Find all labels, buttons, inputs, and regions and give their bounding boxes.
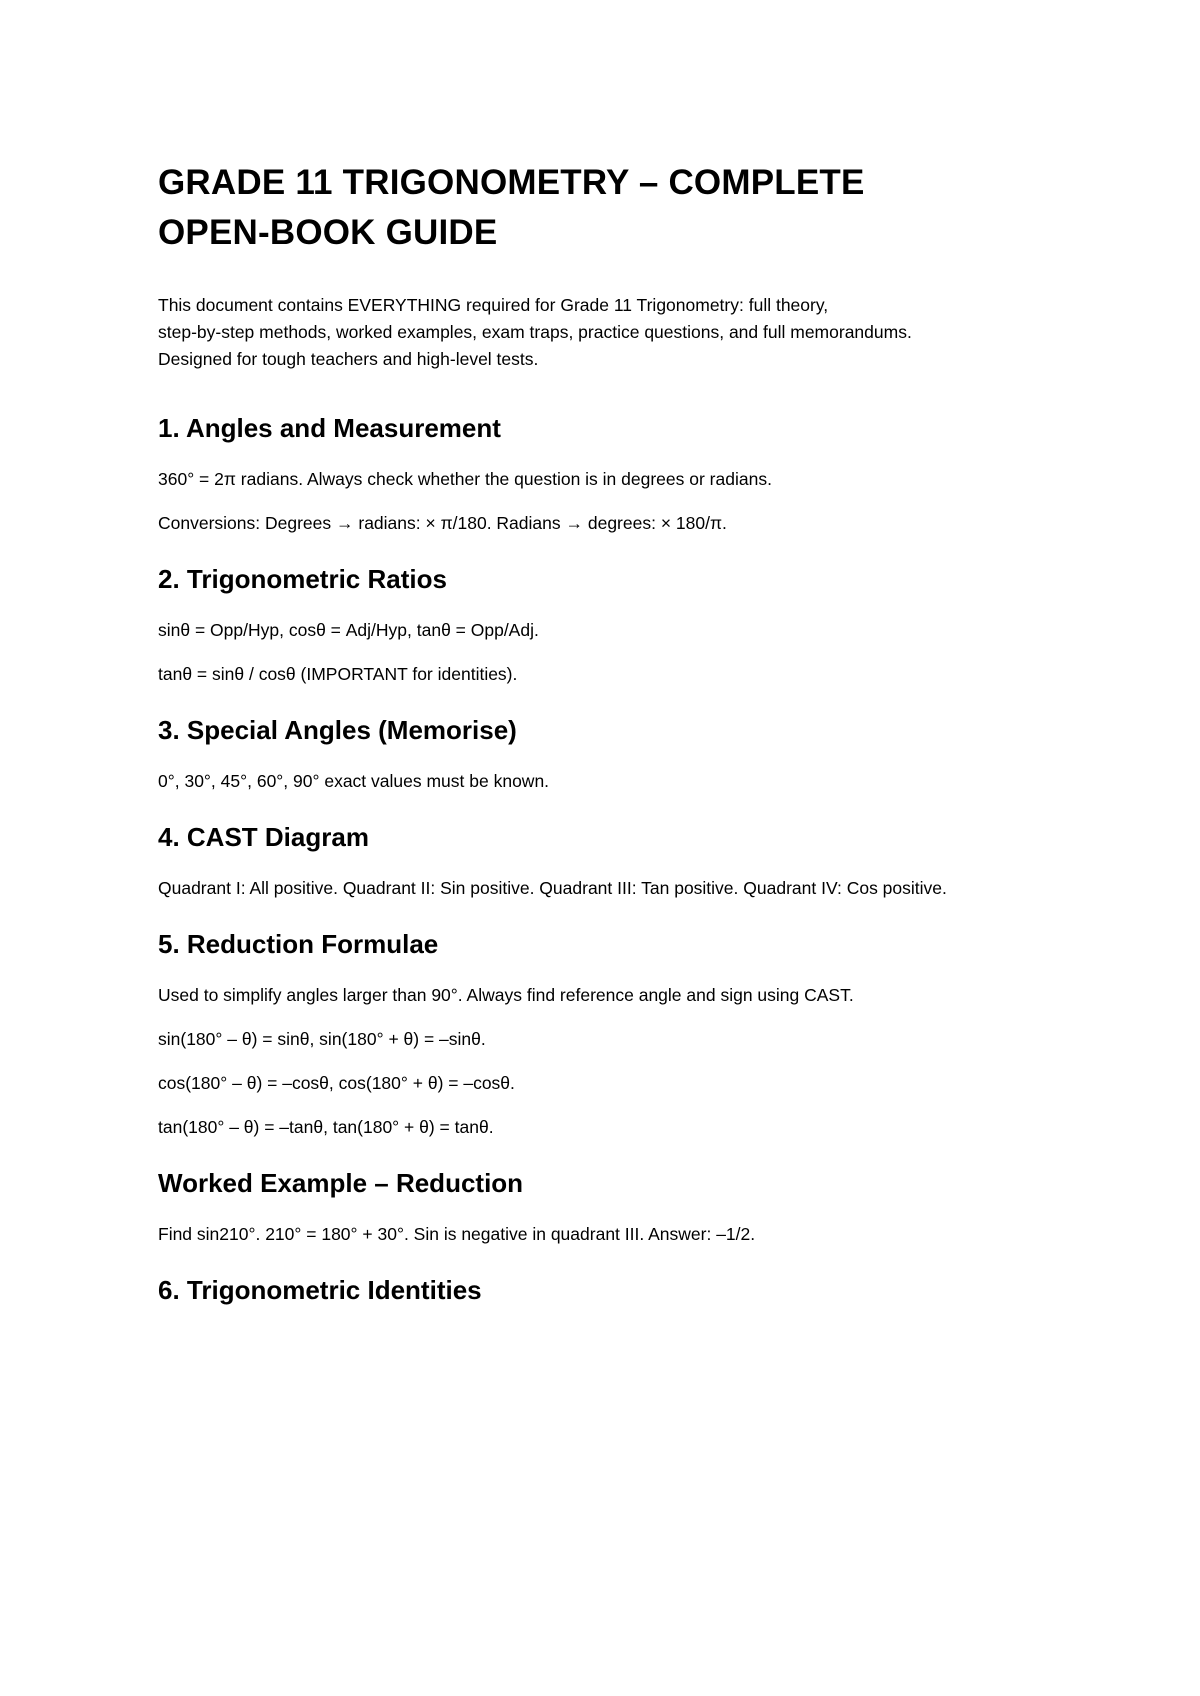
document-title-line-1: GRADE 11 TRIGONOMETRY – COMPLETE xyxy=(158,163,865,202)
intro-line-1: This document contains EVERYTHING required for Grade 11 Trigonometry: full theory, xyxy=(158,295,829,315)
section-heading: 1. Angles and Measurement xyxy=(158,413,501,443)
section-heading: 3. Special Angles (Memorise) xyxy=(158,715,517,745)
section-worked-example xyxy=(158,1168,1058,1247)
section-trigonometric-identities xyxy=(158,1275,1058,1305)
paragraph: tanθ = sinθ / cosθ (IMPORTANT for identities). xyxy=(158,664,518,684)
intro-line-2: step-by-step methods, worked examples, exam traps, practice questions, and full memorandums. xyxy=(158,322,912,342)
section-heading: 4. CAST Diagram xyxy=(158,822,369,852)
paragraph: Used to simplify angles larger than 90°. Always find reference angle and sign using CAST. xyxy=(158,985,854,1005)
intro-line-3: Designed for tough teachers and high-level tests. xyxy=(158,349,539,369)
paragraph: sinθ = Opp/Hyp, cosθ = Adj/Hyp, tanθ = Opp/Adj. xyxy=(158,620,539,640)
paragraph: Find sin210°. 210° = 180° + 30°. Sin is negative in quadrant III. Answer: –1/2. xyxy=(158,1224,756,1244)
section-trigonometric-ratios xyxy=(158,564,1058,687)
paragraph: sin(180° – θ) = sinθ, sin(180° + θ) = –sinθ. xyxy=(158,1029,486,1049)
section-angles-measurement xyxy=(158,413,1058,536)
paragraph: tan(180° – θ) = –tanθ, tan(180° + θ) = tanθ. xyxy=(158,1117,494,1137)
section-reduction-formulae xyxy=(158,929,1058,1140)
section-special-angles xyxy=(158,715,1058,794)
intro-paragraph xyxy=(158,292,1058,373)
paragraph: cos(180° – θ) = –cosθ, cos(180° + θ) = –cosθ. xyxy=(158,1073,515,1093)
document-title-line-2: OPEN-BOOK GUIDE xyxy=(158,213,498,252)
paragraph: 0°, 30°, 45°, 60°, 90° exact values must be known. xyxy=(158,771,550,791)
section-cast-diagram xyxy=(158,822,1058,901)
section-heading: 2. Trigonometric Ratios xyxy=(158,564,447,594)
paragraph: Conversions: Degrees → radians: × π/180. Radians → degrees: × 180/π. xyxy=(158,513,727,533)
section-heading: 5. Reduction Formulae xyxy=(158,929,439,959)
section-heading: 6. Trigonometric Identities xyxy=(158,1275,482,1305)
paragraph: 360° = 2π radians. Always check whether the question is in degrees or radians. xyxy=(158,469,772,489)
paragraph: Quadrant I: All positive. Quadrant II: Sin positive. Quadrant III: Tan positive. Quadrant IV: Cos positive. xyxy=(158,878,947,898)
section-heading: Worked Example – Reduction xyxy=(158,1168,524,1198)
document-title xyxy=(158,158,1058,258)
document-page xyxy=(158,158,1058,1333)
